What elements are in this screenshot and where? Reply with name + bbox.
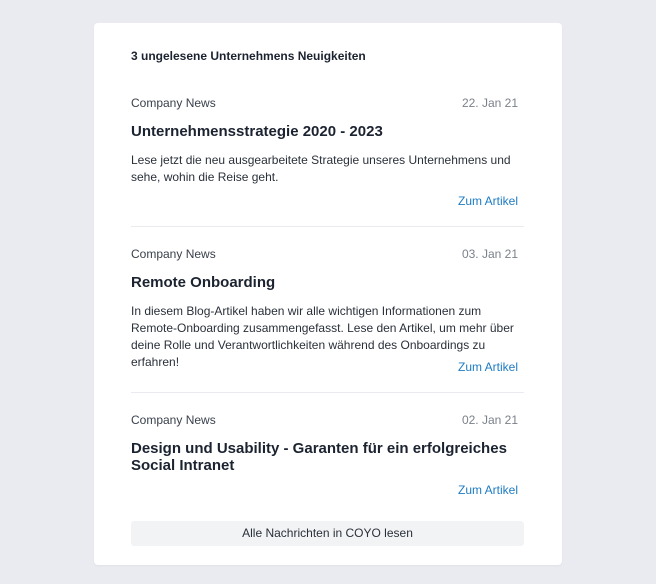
news-item	[131, 96, 524, 227]
news-date: 03. Jan 21	[461, 247, 518, 261]
news-excerpt: In diesem Blog-Artikel haben wir alle wichtigen Informationen zum Remote-Onboarding zusammengefasst. Lese den Artikel, um mehr über deine Rolle und Verantwortlichkeiten während des Onboardings zu erfahren!	[131, 304, 514, 369]
news-excerpt: Lese jetzt die neu ausgearbeitete Strategie unseres Unternehmens und sehe, wohin die Reise geht.	[131, 153, 511, 184]
read-article-link[interactable]: Zum Artikel	[457, 483, 518, 497]
news-meta-row	[131, 413, 518, 429]
news-meta-row	[131, 247, 518, 263]
news-item	[131, 413, 524, 503]
news-category: Company News	[131, 413, 216, 427]
news-category: Company News	[131, 96, 216, 110]
news-meta-row	[131, 96, 518, 112]
news-title[interactable]: Design und Usability - Garanten für ein erfolgreiches Social Intranet	[131, 440, 507, 474]
news-widget-card	[94, 23, 562, 565]
news-title[interactable]: Unternehmensstrategie 2020 - 2023	[131, 123, 383, 140]
read-article-link[interactable]: Zum Artikel	[457, 360, 518, 374]
unread-news-header: 3 ungelesene Unternehmens Neuigkeiten	[131, 49, 366, 63]
news-category: Company News	[131, 247, 216, 261]
news-date: 22. Jan 21	[461, 96, 518, 110]
news-item	[131, 247, 524, 393]
news-date: 02. Jan 21	[461, 413, 518, 427]
news-title[interactable]: Remote Onboarding	[131, 274, 276, 291]
read-all-news-button[interactable]: Alle Nachrichten in COYO lesen	[131, 521, 524, 546]
read-article-link[interactable]: Zum Artikel	[457, 194, 518, 208]
